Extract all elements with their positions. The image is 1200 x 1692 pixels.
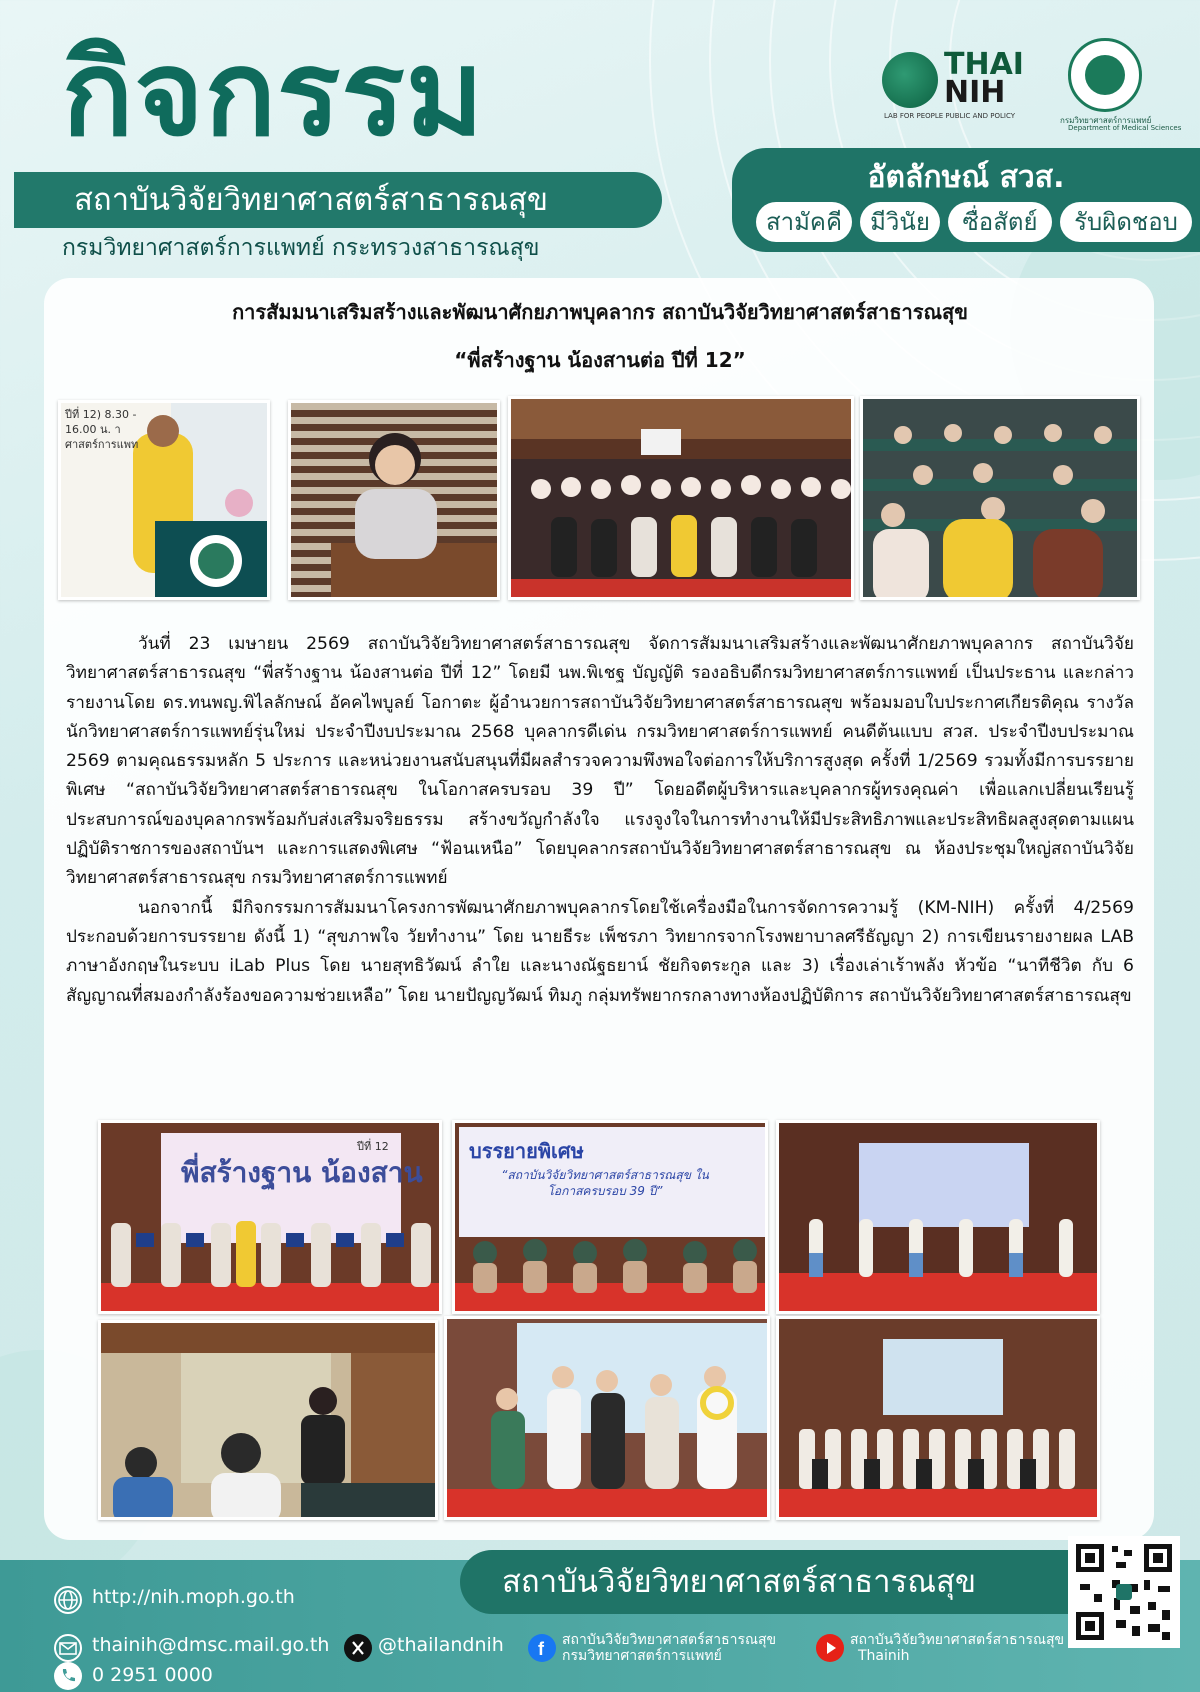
headline-line-1: การสัมมนาเสริมสร้างและพัฒนาศักยภาพบุคลากร สถาบันวิจัยวิทยาศาสตร์สาธารณสุข [232,300,968,324]
youtube-icon [816,1634,844,1662]
x-handle-link[interactable]: @thailandnih [378,1634,504,1656]
header [0,0,1200,280]
lecture-banner-subtitle: “สถาบันวิจัยวิทยาศาสตร์สาธารณสุข ในโอกาสครบรอบ 39 ปี” [501,1168,709,1198]
photo-km-speakers [444,1316,770,1520]
article-paragraph: วันที่ 23 เมษายน 2569 สถาบันวิจัยวิทยาศาสตร์สาธารณสุข จัดการสัมมนาเสริมสร้างและพัฒนาศักยภาพบุคลากร สถาบันวิจัยวิทยาศาสตร์สาธารณสุข “พี่สร้างฐาน น้องสานต่อ ปีที่ 12” โดยมี นพ.พิเชฐ บัญญัติ รองอธิบดีกรมวิทยาศาสตร์การแพทย์ เป็นประธาน และกล่าวรายงานโดย ดร.ทนพญ.พิไลลักษณ์ อัคคไพบูลย์ โอกาตะ ผู้อำนวยการสถาบันวิจัยวิทยาศาสตร์สาธารณสุข พร้อมมอบใบประกาศเกียรติคุณ รางวัลนักวิทยาศาสตร์การแพทย์รุ่นใหม่ ประจำปีงบประมาณ 2568 บุคลากรดีเด่น กรมวิทยาศาสตร์การแพทย์ คนดีต้นแบบ สวส. ประจำปีงบประมาณ 2569 ตามคุณธรรมหลัก 5 ประการ และหน่วยงานสนับสนุนที่มีผลสำรวจความพึงพอใจต่อการให้บริการสูงสุด ครั้งที่ 1/2569 รวมทั้งมีการบรรยายพิเศษ “สถาบันวิจัยวิทยาศาสตร์สาธารณสุข ในโอกาสครบรอบ 39 ปี” โดยอดีตผู้บริหารและบุคลากรผู้ทรงคุณค่า เพื่อแลกเปลี่ยนเรียนรู้ประสบการณ์ของบุคลากรพร้อมกับส่งเสริมจริยธรรม สร้างขวัญกำลังใจ แรงจูงใจในการทำงานให้มีประสิทธิภาพและประสิทธิผลสูงสุดตามแผนปฏิบัติราชการของสถาบันฯ และการแสดงพิเศษ “ฟ้อนเหนือ” โดยบุคลากรสถาบันวิจัยวิทยาศาสตร์สาธารณสุข ณ ห้องประชุมใหญ่สถาบันวิจัยวิทยาศาสตร์สาธารณสุข กรมวิทยาศาสตร์การแพทย์ [66,634,1134,889]
identity-title: อัตลักษณ์ สวส. [867,160,1065,195]
article-body [66,630,1134,1011]
youtube-channel-name[interactable]: สถาบันวิจัยวิทยาศาสตร์สาธารณสุข [850,1632,1065,1648]
facebook-page-subname: กรมวิทยาศาสตร์การแพทย์ [562,1648,722,1664]
svg-text:f: f [538,1639,544,1659]
logo-tagline: LAB FOR PEOPLE PUBLIC AND POLICY [884,112,1016,120]
photo-group-front-row [508,396,854,600]
x-icon [344,1634,372,1662]
photo-speaker-podium [58,400,270,600]
photo-banner-year: ปีที่ 12 [357,1140,389,1153]
phone-number[interactable]: 0 2951 0000 [92,1664,213,1686]
photo-banner-title: พี่สร้างฐาน น้องสาน [181,1156,423,1189]
identity-value-pill: ซื่อสัตย์ [948,202,1052,242]
email-icon [54,1634,82,1662]
identity-value-pill: รับผิดชอบ [1060,202,1192,242]
photo-award-group [98,1120,442,1314]
page-title: กิจกรรม [62,24,485,162]
photo-speaker-woman [288,400,500,600]
youtube-channel-subname: Thainih [858,1648,910,1664]
identity-value-pill: มีวินัย [860,202,940,242]
footer-institute-band: สถาบันวิจัยวิทยาศาสตร์สาธารณสุข [460,1550,1140,1614]
dmsc-logo-english: Department of Medical Sciences [1068,124,1182,132]
globe-icon [54,1586,82,1614]
department-ministry: กรมวิทยาศาสตร์การแพทย์ กระทรวงสาธารณสุข [62,235,540,261]
facebook-icon [528,1634,556,1662]
article-paragraph: นอกจากนี้ มีกิจกรรมการสัมมนาโครงการพัฒนาศักยภาพบุคลากรโดยใช้เครื่องมือในการจัดการความรู้ (KM-NIH) ครั้งที่ 4/2569 ประกอบด้วยการบรรยาย ดังนี้ 1) “สุขภาพใจ วัยทำงาน” โดย นายธีระ เพ็ชรภา วิทยากรจากโรงพยาบาลศรีธัญญา 2) การเขียนรายงายผล LAB ภาษาอังกฤษในระบบ iLab Plus โดย นายสุทธิวัฒน์ ลำใย และนางณัฐธยาน์ ชัยกิจตระกูล และ 3) เรื่องเล่าเร้าพลัง หัวข้อ “นาทีชีวิต กับ 6 สัญญาณที่สมองกำลังร้องขอความช่วยเหลือ” โดย นายปัญญวัฒน์ ทิมภู กลุ่มทรัพยากรกลางทางห้องปฏิบัติการ สถาบันวิจัยวิทยาศาสตร์สาธารณสุข [66,897,1134,1006]
headline-line-2: “พี่สร้างฐาน น้องสานต่อ ปีที่ 12” [454,348,746,372]
identity-value-pill: สามัคคี [756,202,852,242]
photo-km-group [776,1316,1100,1520]
logo-nih-text: NIH [944,75,1006,110]
lecture-banner-label: บรรยายพิเศษ [469,1139,584,1163]
website-link[interactable]: http://nih.moph.go.th [92,1586,295,1608]
logo-thai-text: THAI [944,47,1024,82]
identity-panel [732,148,1200,252]
dmsc-seal-emblem-icon [1085,55,1125,95]
institute-band: สถาบันวิจัยวิทยาศาสตร์สาธารณสุข [14,172,662,228]
email-link[interactable]: thainih@dmsc.mail.go.th [92,1634,330,1656]
footer-contacts [0,1572,1200,1692]
photo-backdrop-caption: ปีที่ 12) 8.30 - 16.00 น. าศาสตร์การแพท [65,408,139,451]
photo-special-lecture [452,1120,768,1314]
thai-nih-logo-icon [882,52,938,108]
photo-audience-seated [860,396,1140,600]
dmsc-logo-thai: กรมวิทยาศาสตร์การแพทย์ [1060,116,1152,125]
phone-icon [54,1662,82,1690]
qr-code-icon[interactable] [1068,1536,1180,1648]
photo-dance-performance [776,1120,1100,1314]
facebook-page-name[interactable]: สถาบันวิจัยวิทยาศาสตร์สาธารณสุข [562,1632,777,1648]
photo-workshop-discussion [98,1320,438,1520]
